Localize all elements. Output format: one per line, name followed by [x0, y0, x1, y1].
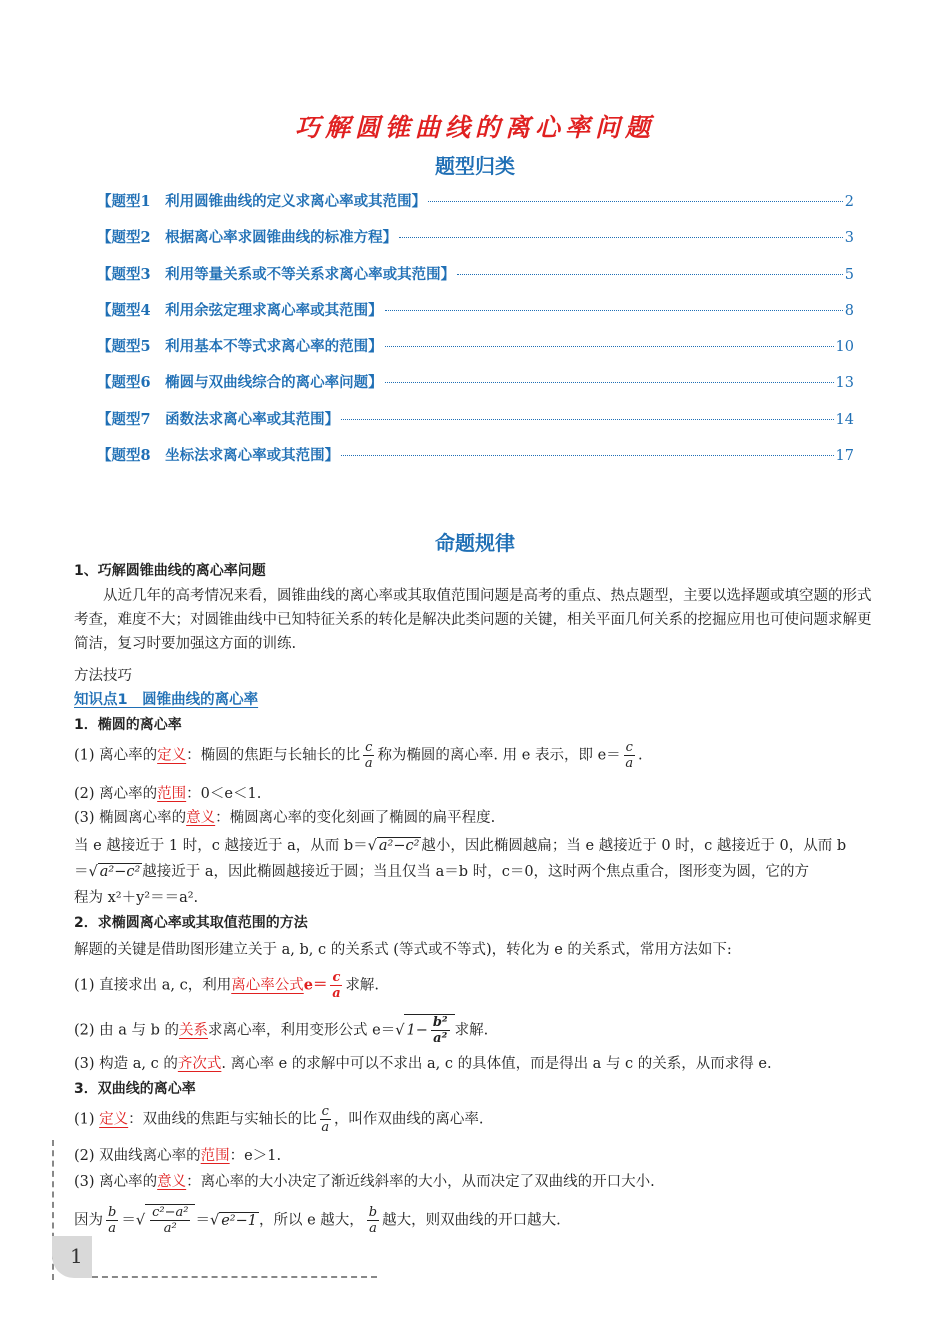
method-heading: 2．求椭圆离心率或其取值范围的方法 [74, 915, 308, 931]
fraction-c-over-a: $\frac{c}{a}$ [625, 740, 634, 771]
toc-label: 【题型8 坐标法求离心率或其范围】 [97, 447, 340, 465]
fraction-c-over-a: $\frac{c}{a}$ [321, 1104, 330, 1135]
method-3: (3) 构造 a, c 的齐次式. 离心率 e 的求解中可以不求出 a, c 的具体值，而是得出 a 与 c 的关系，从而求得 e. [74, 1056, 772, 1072]
keyword-range: 范围 [157, 786, 187, 802]
toc-row[interactable] [97, 371, 854, 407]
hyperbola-heading: 3．双曲线的离心率 [74, 1081, 196, 1097]
toc-leader [428, 201, 843, 202]
keyword-meaning: 意义 [157, 1174, 187, 1190]
toc-label: 【题型7 函数法求离心率或其范围】 [97, 410, 340, 428]
keyword-definition: 定义 [157, 747, 187, 764]
fraction-c2a2-over-a2: $\frac{\text{c²−a²}}{\text{a²}}$ [152, 1205, 189, 1236]
toc-row[interactable] [97, 408, 854, 444]
fraction-b2-over-a2: $\frac{\text{b²}}{\text{a²}}$ [432, 1015, 448, 1046]
keyword-formula: 离心率公式 [231, 977, 304, 994]
toc-row[interactable] [97, 226, 854, 262]
fraction-c-over-a: $\frac{c}{a}$ [364, 740, 373, 771]
toc-page: 8 [844, 302, 854, 319]
ellipse-explanation-2: ＝√ a²−c² 越接近于 a，因此椭圆越接近于圆；当且仅当 a＝b 时，c＝0，这时两个焦点重合，图形变为圆，它的方 [74, 864, 810, 880]
ellipse-explanation-1: 当 e 越接近于 1 时，c 越接近于 a，从而 b＝√ a²−c² 越小，因此椭圆越扁；当 e 越接近于 0 时，c 越接近于 0，从而 b [74, 838, 847, 854]
toc-page: 13 [835, 375, 854, 392]
ellipse-heading: 1．椭圆的离心率 [74, 717, 182, 733]
ellipse-meaning: (3) 椭圆离心率的意义：椭圆离心率的变化刻画了椭圆的扁平程度. [74, 810, 496, 826]
toc-row[interactable] [97, 299, 854, 335]
rule-paragraph: 从近几年的高考情况来看，圆锥曲线的离心率或其取值范围问题是高考的重点、热点题型，主要以选择题或填空题的形式考查，难度不大；对圆锥曲线中已知特征关系的转化是解决此类问题的关键，相关平面几何关系的挖掘应用也可使问题求解更简洁，复习时要加强这方面的训练. [74, 588, 872, 652]
method-1: (1) 直接求出 a, c，利用离心率公式e＝ $\frac{c}{a}$ 求解. [74, 970, 380, 1001]
hyperbola-definition: (1) 定义：双曲线的焦距与实轴长的比 $\frac{c}{a}$ ，叫作双曲线的离心率. [74, 1104, 484, 1135]
ellipse-definition: (1) 离心率的定义：椭圆的焦距与长轴长的比 $\frac{c}{a}$ 称为椭圆的离心率. 用 e 表示，即 e＝ $\frac{c}{a}$ . [74, 740, 643, 771]
rule-subheading: 1、巧解圆锥曲线的离心率问题 [74, 563, 266, 579]
toc-leader [385, 346, 834, 347]
hyperbola-derivation: 因为 $\frac{b}{a}$ ＝√ $\frac{\text{c²−a²}}{\text{a²}}$ ＝√ e²−1 ，所以 e 越大， $\frac{b}{a}$ 越大，则双曲线的开口越大. [74, 1205, 561, 1236]
hyperbola-meaning: (3) 离心率的意义：离心率的大小决定了渐近线斜率的大小，从而决定了双曲线的开口大小. [74, 1174, 655, 1190]
toc-label: 【题型5 利用基本不等式求离心率的范围】 [97, 338, 383, 356]
toc-page: 3 [844, 230, 854, 247]
toc-label: 【题型3 利用等量关系或不等关系求离心率或其范围】 [97, 265, 456, 283]
toc-leader [385, 310, 843, 311]
toc-row[interactable] [97, 263, 854, 299]
toc-row[interactable] [97, 444, 854, 480]
toc-leader [457, 274, 843, 275]
toc-leader [399, 237, 843, 238]
toc-leader [341, 419, 833, 420]
keyword-range: 范围 [200, 1148, 230, 1164]
keyword-homogeneous: 齐次式 [177, 1056, 222, 1072]
toc-heading: 题型归类 [435, 154, 515, 178]
method-intro: 解题的关键是借助图形建立关于 a, b, c 的关系式 (等式或不等式)，转化为 e 的关系式，常用方法如下: [74, 942, 732, 958]
ellipse-explanation-3: 程为 x²＋y²＝＝a². [74, 890, 199, 906]
method-label: 方法技巧 [74, 668, 132, 684]
keyword-definition: 定义 [99, 1111, 129, 1128]
fraction-b-over-a: $\frac{b}{a}$ [108, 1205, 117, 1236]
ellipse-range: (2) 离心率的范围：0＜e＜1. [74, 786, 262, 802]
toc-page: 14 [835, 411, 854, 428]
knowledge-point-heading: 知识点1 圆锥曲线的离心率 [74, 692, 259, 708]
fraction-b-over-a: $\frac{b}{a}$ [368, 1205, 378, 1236]
toc-page: 2 [844, 194, 854, 210]
toc-page: 17 [835, 448, 854, 465]
table-of-contents [97, 190, 854, 480]
toc-leader [341, 455, 833, 456]
toc-label: 【题型6 椭圆与双曲线综合的离心率问题】 [97, 374, 383, 392]
keyword-meaning: 意义 [186, 810, 216, 826]
page-footer-divider [92, 1276, 377, 1278]
method-2: (2) 由 a 与 b 的关系求离心率，利用变形公式 e＝√ 1− $\frac{\text{b²}}{\text{a²}}$ 求解. [74, 1015, 489, 1046]
toc-row[interactable] [97, 190, 854, 226]
toc-label: 【题型2 根据离心率求圆锥曲线的标准方程】 [97, 229, 398, 247]
toc-label: 【题型1 利用圆锥曲线的定义求离心率或其范围】 [97, 193, 427, 210]
hyperbola-range: (2) 双曲线离心率的范围：e＞1. [74, 1148, 282, 1164]
fraction-c-over-a: $\frac{c}{a}$ [332, 970, 341, 1001]
rules-heading: 命题规律 [435, 531, 515, 555]
toc-row[interactable] [97, 335, 854, 371]
keyword-relation: 关系 [179, 1022, 209, 1039]
toc-leader [385, 382, 834, 383]
page-number: 1 [70, 1244, 83, 1268]
toc-label: 【题型4 利用余弦定理求离心率或其范围】 [97, 301, 383, 319]
toc-page: 10 [835, 339, 854, 356]
page-title: 巧解圆锥曲线的离心率问题 [294, 113, 655, 142]
toc-page: 5 [844, 266, 854, 283]
